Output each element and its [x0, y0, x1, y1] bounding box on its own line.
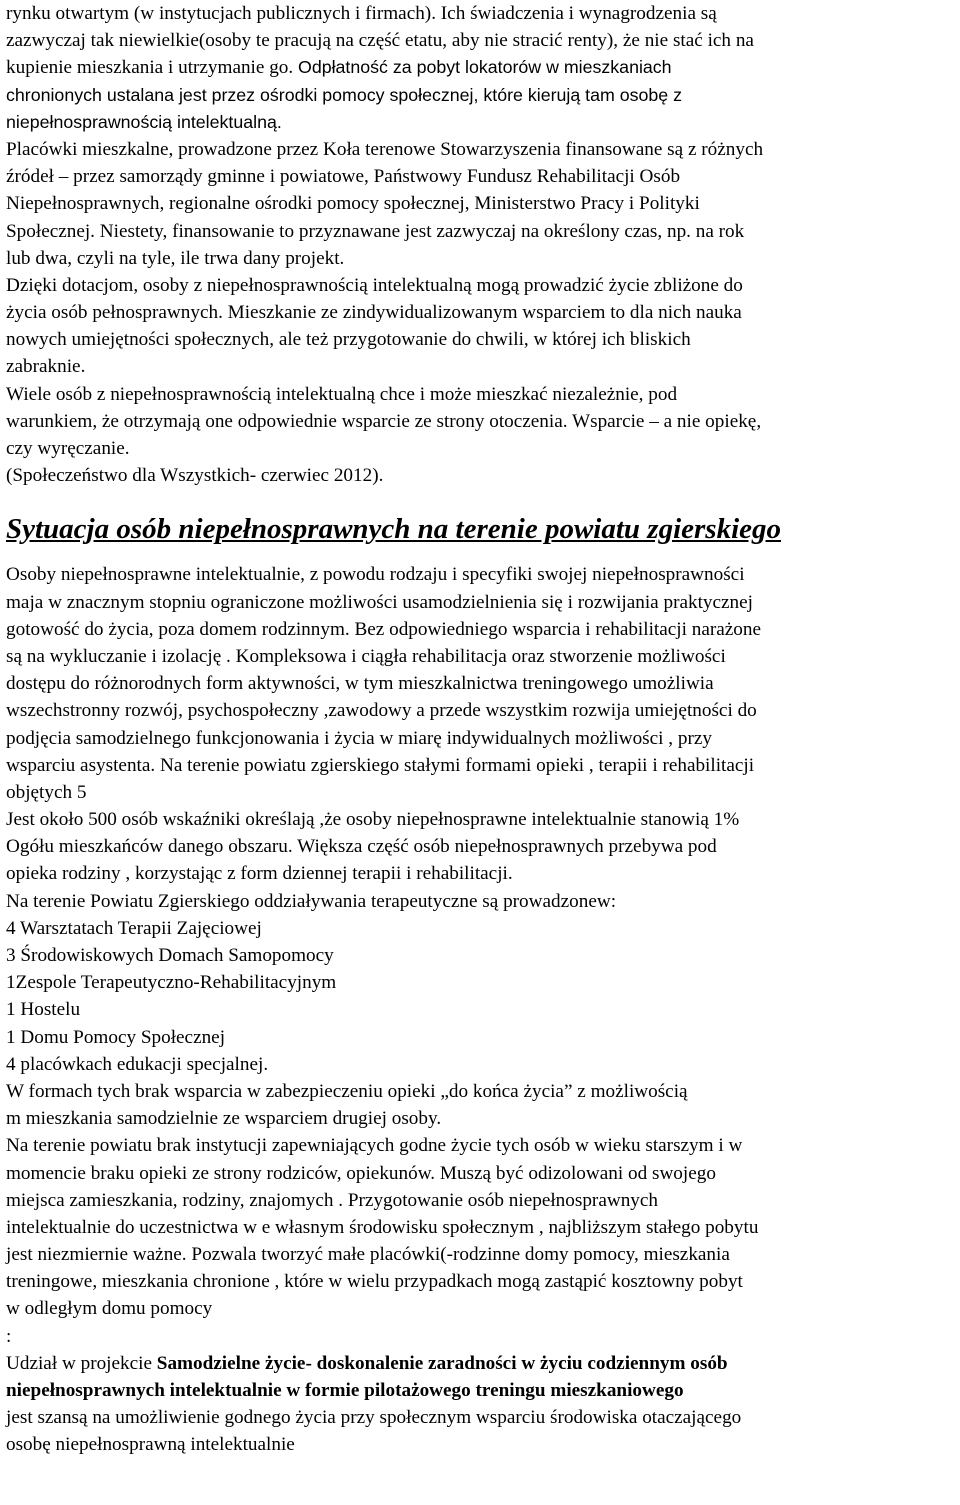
text-segment: Ogółu mieszkańców danego obszaru. Większa część osób niepełnosprawnych przebywa pod — [6, 836, 717, 858]
text-line — [6, 725, 956, 752]
text-line — [6, 643, 956, 670]
text-segment: kupienie mieszkania i utrzymanie go. — [6, 57, 298, 79]
text-segment: nowych umiejętności społecznych, ale też przygotowanie do chwili, w której ich bliskich — [6, 329, 691, 351]
text-line — [6, 1268, 956, 1295]
text-line — [6, 136, 956, 163]
text-line — [6, 163, 956, 190]
text-segment: miejsca zamieszkania, rodziny, znajomych . Przygotowanie osób niepełnosprawnych — [6, 1189, 658, 1211]
text-segment: maja w znacznym stopniu ograniczone możliwości usamodzielnienia się i rozwijania praktycznej — [6, 591, 753, 613]
text-segment: chronionych ustalana jest przez ośrodki pomocy społecznej, które kierują tam osobę z — [6, 84, 683, 105]
text-line — [6, 435, 956, 462]
text-line — [6, 54, 956, 81]
text-segment: 1 Hostelu — [6, 999, 81, 1021]
text-line — [6, 1323, 956, 1350]
text-segment: są na wykluczanie i izolację . Kompleksowa i ciągła rehabilitacja oraz stworzenie możliwości — [6, 645, 726, 667]
text-segment: opieka rodziny , korzystając z form dziennej terapii i rehabilitacji. — [6, 863, 513, 885]
text-segment: warunkiem, że otrzymają one odpowiednie wsparcie ze strony otoczenia. Wsparcie – a nie opiekę, — [6, 410, 762, 432]
text-line — [6, 969, 956, 996]
text-segment: jest szansą na umożliwienie godnego życia przy społecznym wsparciu środowiska otaczającego — [6, 1407, 742, 1429]
text-line — [6, 942, 956, 969]
text-segment: Placówki mieszkalne, prowadzone przez Koła terenowe Stowarzyszenia finansowane są z różnych — [6, 138, 764, 160]
text-line — [6, 1214, 956, 1241]
text-segment: lub dwa, czyli na tyle, ile trwa dany projekt. — [6, 247, 345, 269]
text-line — [6, 616, 956, 643]
text-segment: w odległym domu pomocy — [6, 1298, 213, 1320]
text-segment: W formach tych brak wsparcia w zabezpieczeniu opieki „do końca życia” z możliwością — [6, 1080, 688, 1102]
text-segment: : — [6, 1325, 12, 1347]
text-segment: treningowe, mieszkania chronione , które w wielu przypadkach mogą zastąpić kosztowny pobyt — [6, 1271, 743, 1293]
text-line — [6, 833, 956, 860]
text-line — [6, 1241, 956, 1268]
text-line — [6, 915, 956, 942]
text-line — [6, 462, 956, 489]
text-segment: Wiele osób z niepełnosprawnością intelektualną chce i może mieszkać niezależnie, pod — [6, 383, 678, 405]
text-line — [6, 408, 956, 435]
text-line — [6, 697, 956, 724]
text-line — [6, 1132, 956, 1159]
text-line — [6, 353, 956, 380]
text-segment: osobę niepełnosprawną intelektualnie — [6, 1434, 295, 1456]
text-segment: gotowość do życia, poza domem rodzinnym. Bez odpowiedniego wsparcia i rehabilitacji narażone — [6, 618, 761, 640]
text-segment: dostępu do różnorodnych form aktywności, w tym mieszkalnictwa treningowego umożliwia — [6, 673, 714, 695]
text-line — [6, 779, 956, 806]
text-segment: Dzięki dotacjom, osoby z niepełnosprawnością intelektualną mogą prowadzić życie zbliżone do — [6, 274, 743, 296]
text-segment: Na terenie Powiatu Zgierskiego oddziaływania terapeutyczne są prowadzonew: — [6, 890, 617, 912]
text-line — [6, 996, 956, 1023]
text-line — [6, 806, 956, 833]
body-section — [6, 561, 956, 1458]
text-line — [6, 1431, 956, 1458]
text-segment: Na terenie powiatu brak instytucji zapewniających godne życie tych osób w wieku starszym i w — [6, 1135, 743, 1157]
text-line — [6, 589, 956, 616]
text-line — [6, 1350, 956, 1377]
text-line — [6, 0, 956, 27]
text-line — [6, 1105, 956, 1132]
text-segment: 4 Warsztatach Terapii Zajęciowej — [6, 917, 262, 939]
text-line — [6, 190, 956, 217]
section-heading: Sytuacja osób niepełnosprawnych na terenie powiatu zgierskiego — [6, 513, 781, 546]
text-line — [6, 1024, 956, 1051]
text-line — [6, 860, 956, 887]
text-line — [6, 109, 956, 136]
text-segment: 1 Domu Pomocy Społecznej — [6, 1026, 226, 1048]
text-segment: życia osób pełnosprawnych. Mieszkanie ze zindywidualizowanym wsparciem to dla nich nauka — [6, 302, 742, 324]
text-segment: Jest około 500 osób wskaźniki określają ,że osoby niepełnosprawne intelektualnie stanowią 1% — [6, 809, 740, 831]
text-segment: czy wyręczanie. — [6, 438, 130, 459]
text-segment: (Społeczeństwo dla Wszystkich- czerwiec 2012). — [6, 465, 384, 487]
bold-text-segment: niepełnosprawnych intelektualnie w formie pilotażowego treningu mieszkaniowego — [6, 1380, 684, 1401]
text-segment: 3 Środowiskowych Domach Samopomocy — [6, 945, 334, 966]
text-segment: objętych 5 — [6, 781, 87, 803]
text-line — [6, 272, 956, 299]
text-segment: jest niezmiernie ważne. Pozwala tworzyć małe placówki(-rodzinne domy pomocy, mieszkania — [6, 1244, 730, 1266]
text-segment: Odpłatność za pobyt lokatorów w mieszkaniach — [297, 57, 672, 78]
text-line — [6, 218, 956, 245]
text-segment: momencie braku opieki ze strony rodziców, opiekunów. Muszą być odizolowani od swojego — [6, 1162, 716, 1184]
text-segment: intelektualnie do uczestnictwa w e własnym środowisku społecznym , najbliższym stałego pobytu — [6, 1216, 759, 1238]
text-line — [6, 299, 956, 326]
text-line — [6, 1377, 956, 1404]
text-line — [6, 670, 956, 697]
text-segment: podjęcia samodzielnego funkcjonowania i życia w miarę indywidualnych możliwości , przy — [6, 727, 712, 749]
text-segment: zabraknie. — [6, 356, 86, 378]
text-line — [6, 1295, 956, 1322]
text-segment: m mieszkania samodzielnie ze wsparciem drugiej osoby. — [6, 1108, 442, 1130]
text-line — [6, 245, 956, 272]
text-line — [6, 1404, 956, 1431]
text-segment: Udział w projekcie — [6, 1352, 157, 1374]
text-segment: wsparciu asystenta. Na terenie powiatu zgierskiego stałymi formami opieki , terapii i rehabilitacji — [6, 754, 755, 776]
intro-section — [6, 0, 956, 489]
text-line — [6, 1160, 956, 1187]
text-segment: zazwyczaj tak niewielkie(osoby te pracują na część etatu, aby nie stracić renty), że nie stać ich na — [6, 30, 754, 52]
text-segment: 4 placówkach edukacji specjalnej. — [6, 1053, 269, 1075]
text-line — [6, 752, 956, 779]
text-line — [6, 1187, 956, 1214]
text-segment: źródeł – przez samorządy gminne i powiatowe, Państwowy Fundusz Rehabilitacji Osób — [6, 166, 681, 188]
text-line — [6, 381, 956, 408]
text-segment: rynku otwartym (w instytucjach publicznych i firmach). Ich świadczenia i wynagrodzenia są — [6, 3, 717, 24]
text-line — [6, 561, 956, 588]
text-segment: Społecznej. Niestety, finansowanie to przyznawane jest zazwyczaj na określony czas, np. na rok — [6, 220, 745, 242]
text-line — [6, 27, 956, 54]
text-segment: wszechstronny rozwój, psychospołeczny ,zawodowy a przede wszystkim rozwija umiejętności do — [6, 700, 757, 722]
text-segment: 1Zespole Terapeutyczno-Rehabilitacyjnym — [6, 972, 337, 994]
text-segment: Niepełnosprawnych, regionalne ośrodki pomocy społecznej, Ministerstwo Pracy i Polityki — [6, 193, 700, 215]
text-line — [6, 82, 956, 109]
text-line — [6, 1051, 956, 1078]
text-line — [6, 1078, 956, 1105]
text-segment: Osoby niepełnosprawne intelektualnie, z powodu rodzaju i specyfiki swojej niepełnosprawności — [6, 564, 745, 586]
text-segment: niepełnosprawnością intelektualną. — [6, 111, 282, 132]
text-line — [6, 326, 956, 353]
bold-text-segment: Samodzielne życie- doskonalenie zaradności w życiu codziennym osób — [156, 1352, 728, 1374]
document-page — [6, 0, 956, 1459]
text-line — [6, 888, 956, 915]
